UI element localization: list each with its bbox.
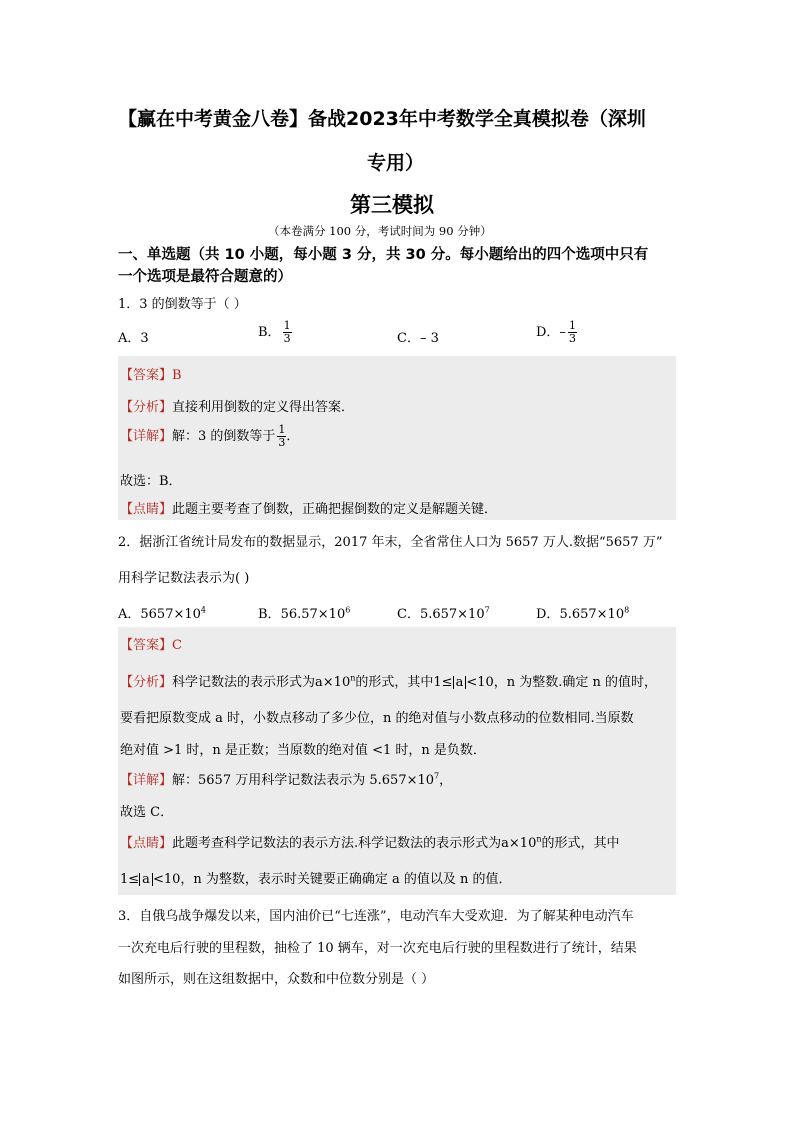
q2-option-c-prefix: C． [397,607,420,622]
q2-detail-tag: 【详解】 [120,773,173,788]
q2-detail [120,769,452,788]
q1-option-b [258,320,292,345]
q2-comment-text-d: 的形式，其中 [541,836,620,851]
q2-analysis-formula-exp: n [350,673,356,683]
q2-answer-value: C [172,638,182,653]
q2-solution-block [118,627,676,895]
q1-analysis-text: 直接利用倒数的定义得出答案． [172,400,355,415]
q1-comment-tag: 【点睛】 [120,502,173,517]
q2-answer-tag: 【答案】 [120,638,173,653]
q1-detail-denominator: 3 [278,436,286,449]
q2-analysis-text-g: <10，n 为整数.确定 n 的值时， [466,675,658,690]
q1-option-a-text: A．3 [118,331,149,346]
q2-choice: 故选 C． [120,805,174,820]
q2-option-d-base: 5.657×10 [559,607,625,622]
q1-option-d-prefix: D．– [536,325,566,340]
q2-analysis-tag: 【分析】 [120,675,173,690]
title-line-1: 【赢在中考黄金八卷】备战2023年中考数学全真模拟卷（深圳 [118,108,646,130]
q1-option-d-numerator: 1 [568,319,576,332]
title-line-2: 专用） [367,152,425,174]
q1-comment [120,498,497,517]
section-heading-line-1: 一、单选题（共 10 小题，每小题 3 分，共 30 分。每小题给出的四个选项中只有 [118,247,649,263]
q2-option-b-exp: 6 [345,605,351,615]
page-subtitle: 第三模拟 [350,193,434,217]
q1-detail-numerator: 1 [278,423,286,436]
q2-analysis-formula: a×10 [315,675,351,690]
q2-detail-end: ， [439,773,453,788]
q2-comment-text-a: 此题考查科学记数法的表示方法.科学记数法的表示形式为 [172,836,502,851]
q1-stem: 1．3 的倒数等于（ ） [118,297,247,312]
q3-stem-line-1: 3．自俄乌战争爆发以来，国内油价已“七连涨”，电动汽车大受欢迎．为了解某种电动汽车 [118,909,634,924]
q2-analysis-line-2: 要看把原数变成 a 时，小数点移动了多少位，n 的绝对值与小数点移动的位数相同.当原数 [120,711,634,726]
q2-option-b [258,603,350,622]
q1-option-d [536,320,577,345]
q2-option-d [536,603,629,622]
q1-detail-end: ． [286,429,300,444]
q2-comment-formula: a×10 [501,836,537,851]
q1-option-b-fraction [283,320,292,345]
q2-analysis-abs-a: a [453,676,467,689]
q2-comment-formula-exp: n [536,834,542,844]
q1-answer [120,364,182,383]
q1-option-d-fraction [568,320,577,345]
q1-detail [120,424,299,449]
q1-comment-text: 此题主要考查了倒数，正确把握倒数的定义是解题关键． [172,502,498,517]
q2-option-c-base: 5.657×10 [419,607,485,622]
q2-analysis-text-d: 的形式，其中 [355,675,434,690]
q2-detail-text: 解：5657 万用科学记数法表示为 [172,773,370,788]
q2-stem-line-1: 2．据浙江省统计局发布的数据显示，2017 年末，全省常住人口为 5657 万人.数据“5657 万” [118,535,663,550]
q2-analysis-line-1 [120,671,657,690]
exam-note: （本卷满分 100 分，考试时间为 90 分钟） [268,224,492,238]
q1-option-a [118,327,149,346]
q2-comment-text-c: <10，n 为整数，表示时关键要正确确定 a 的值以及 n 的值． [152,872,512,887]
q2-comment-line-2 [120,868,512,887]
q1-option-c [397,327,439,346]
q1-option-d-denominator: 3 [568,332,576,345]
q2-option-d-prefix: D． [536,607,560,622]
q2-answer [120,634,182,653]
q1-option-b-prefix: B． [258,325,281,340]
q2-option-a-base: 5657×10 [140,607,201,622]
q1-detail-text: 解：3 的倒数等于 [172,429,276,444]
q2-option-a [118,603,206,622]
q1-choice: 故选：B． [120,474,182,489]
q2-option-a-exp: 4 [200,605,207,615]
q1-answer-tag: 【答案】 [120,368,173,383]
q1-option-c-text: C．– 3 [397,331,439,346]
q1-analysis-tag: 【分析】 [120,400,173,415]
section-heading-line-2: 一个选项是最符合题意的） [118,269,292,285]
q1-option-b-denominator: 3 [283,332,291,345]
q1-answer-value: B [172,368,182,383]
q2-analysis-line-3: 绝对值 >1 时，n 是正数；当原数的绝对值 <1 时，n 是负数． [120,743,486,758]
q2-comment-line-1 [120,832,620,851]
q1-option-b-numerator: 1 [283,319,291,332]
q2-detail-formula-exp: 7 [434,771,440,781]
q2-comment-ineq-left: 1≤ [120,872,140,887]
q1-detail-tag: 【详解】 [120,429,173,444]
q2-comment-tag: 【点睛】 [120,836,173,851]
q2-detail-formula: 5.657×10 [369,773,435,788]
q2-comment-abs-a: a [139,873,153,886]
q2-analysis-ineq-left: 1≤ [433,675,453,690]
q2-stem-line-2: 用科学记数法表示为( ) [118,571,250,586]
q2-analysis-text-a: 科学记数法的表示形式为 [172,675,316,690]
q2-option-b-prefix: B． [258,607,281,622]
q3-stem-line-2: 一次充电后行驶的里程数，抽检了 10 辆车，对一次充电后行驶的里程数进行了统计，结果 [118,941,637,956]
q1-analysis [120,396,354,415]
q3-stem-line-3: 如图所示，则在这组数据中，众数和中位数分别是（ ） [118,972,435,987]
q2-option-a-prefix: A． [118,607,141,622]
q2-option-b-base: 56.57×10 [280,607,346,622]
q2-option-c-exp: 7 [484,605,490,615]
q2-option-d-exp: 8 [624,605,630,615]
q2-option-c [397,603,490,622]
